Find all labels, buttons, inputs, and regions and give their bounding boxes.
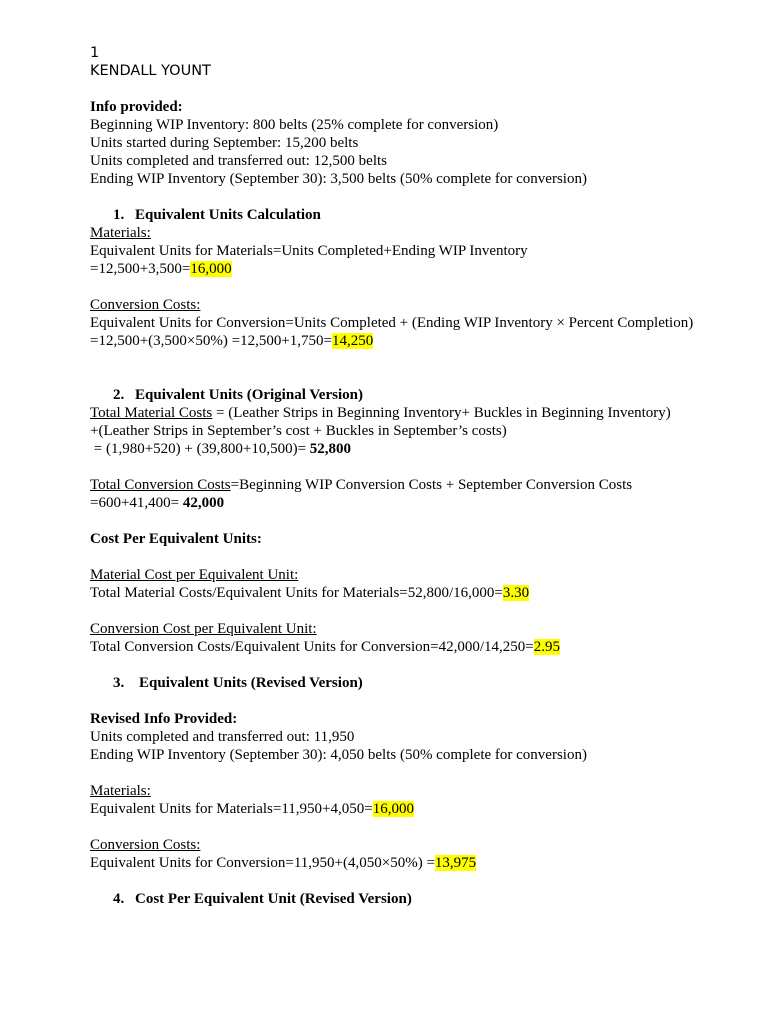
total-material-costs-line [90, 404, 730, 422]
total-material-costs-label: Total Material Costs [90, 405, 213, 421]
total-material-costs-text: = (Leather Strips in Beginning Inventory+ Buckles in Beginning Inventory) [212, 405, 671, 421]
conversion-formula: Equivalent Units for Conversion=Units Completed + (Ending WIP Inventory × Percent Completion) [90, 315, 694, 331]
conversion-calc-line [90, 332, 730, 350]
revised-info-line: Units completed and transferred out: 11,950 [90, 729, 355, 745]
materials-calc-line [90, 260, 730, 278]
revised-conversion-label: Conversion Costs: [90, 837, 201, 853]
revised-conversion-calc: Equivalent Units for Conversion=11,950+(4,050×50%) = [90, 855, 435, 871]
materials-formula: Equivalent Units for Materials=Units Completed+Ending WIP Inventory [90, 243, 528, 259]
material-cost-per-eu-label: Material Cost per Equivalent Unit: [90, 567, 299, 583]
section-title: Equivalent Units (Revised Version) [139, 675, 363, 691]
info-line: Units completed and transferred out: 12,500 belts [90, 153, 388, 169]
author-name: KENDALL YOUNT [90, 63, 211, 79]
revised-info-heading: Revised Info Provided: [90, 711, 238, 727]
page-number: 1 [90, 45, 100, 61]
total-conversion-costs-text: =Beginning WIP Conversion Costs + September Conversion Costs [230, 477, 633, 493]
conversion-cost-per-eu-line [90, 638, 730, 656]
material-cost-per-eu-calc: Total Material Costs/Equivalent Units for Materials=52,800/16,000= [90, 585, 503, 601]
total-conversion-costs-label: Total Conversion Costs [90, 477, 231, 493]
section-2-heading [90, 386, 730, 404]
revised-conversion-line [90, 854, 730, 872]
conversion-cost-per-eu-label: Conversion Cost per Equivalent Unit: [90, 621, 317, 637]
total-material-costs-text-2: +(Leather Strips in September’s cost + Buckles in September’s costs) [90, 423, 507, 439]
conversion-cost-per-eu-result: 2.95 [533, 639, 561, 655]
materials-label: Materials: [90, 225, 151, 241]
info-heading: Info provided: [90, 99, 183, 115]
section-4-heading [90, 890, 730, 908]
section-title: Equivalent Units (Original Version) [135, 387, 363, 403]
conversion-label: Conversion Costs: [90, 297, 201, 313]
document-page [90, 44, 730, 908]
page-header [90, 44, 730, 80]
total-conversion-costs-result: 42,000 [182, 495, 225, 511]
total-conversion-costs-line [90, 476, 730, 494]
total-material-costs-calc-line [90, 440, 730, 458]
section-title: Equivalent Units Calculation [135, 207, 321, 223]
material-cost-per-eu-line [90, 584, 730, 602]
revised-materials-line [90, 800, 730, 818]
revised-conversion-result: 13,975 [434, 855, 477, 871]
section-number: 2. [113, 387, 125, 403]
section-title: Cost Per Equivalent Unit (Revised Version) [135, 891, 412, 907]
section-number: 1. [113, 207, 125, 223]
total-conversion-costs-calc: =600+41,400= [90, 495, 183, 511]
total-material-costs-calc: = (1,980+520) + (39,800+10,500)= [90, 441, 310, 457]
section-3-heading [90, 674, 730, 692]
conversion-result: 14,250 [332, 333, 374, 349]
material-cost-per-eu-result: 3.30 [502, 585, 530, 601]
section-number: 3. [113, 675, 125, 691]
total-conversion-costs-calc-line [90, 494, 730, 512]
info-line: Ending WIP Inventory (September 30): 3,500 belts (50% complete for conversion) [90, 171, 587, 187]
materials-result: 16,000 [190, 261, 232, 277]
revised-materials-result: 16,000 [372, 801, 414, 817]
section-1-heading [90, 206, 730, 224]
cost-per-eu-heading: Cost Per Equivalent Units: [90, 531, 262, 547]
section-number: 4. [113, 891, 125, 907]
revised-materials-label: Materials: [90, 783, 151, 799]
info-line: Beginning WIP Inventory: 800 belts (25% complete for conversion) [90, 117, 499, 133]
total-material-costs-result: 52,800 [309, 441, 352, 457]
conversion-cost-per-eu-calc: Total Conversion Costs/Equivalent Units for Conversion=42,000/14,250= [90, 639, 534, 655]
revised-materials-calc: Equivalent Units for Materials=11,950+4,050= [90, 801, 373, 817]
info-line: Units started during September: 15,200 belts [90, 135, 359, 151]
revised-info-line: Ending WIP Inventory (September 30): 4,050 belts (50% complete for conversion) [90, 747, 587, 763]
conversion-calc: =12,500+(3,500×50%) =12,500+1,750= [90, 333, 332, 349]
materials-calc: =12,500+3,500= [90, 261, 191, 277]
